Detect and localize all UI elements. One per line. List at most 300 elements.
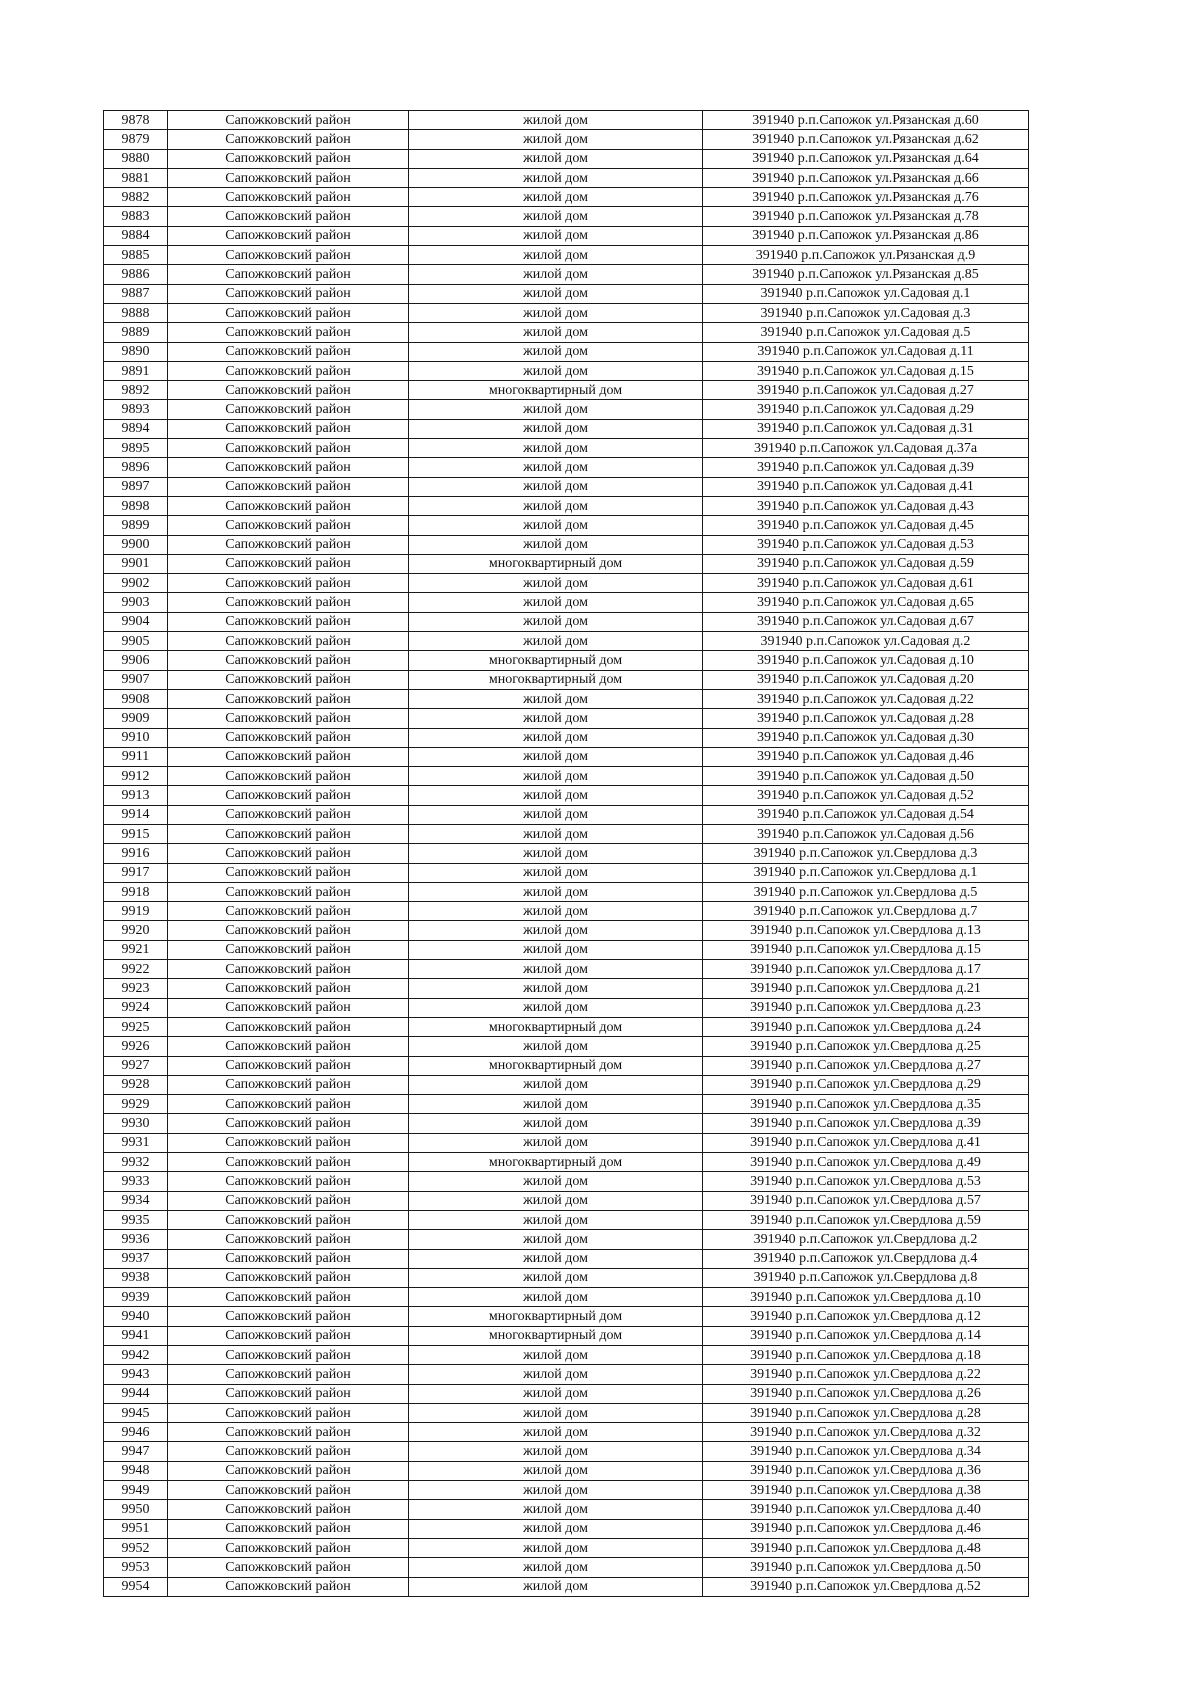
district-cell: Сапожковский район <box>168 1056 409 1075</box>
record-number-cell: 9922 <box>104 960 168 979</box>
record-number-cell: 9949 <box>104 1481 168 1500</box>
record-number-cell: 9894 <box>104 419 168 438</box>
address-cell: 391940 р.п.Сапожок ул.Рязанская д.66 <box>703 168 1029 187</box>
address-cell: 391940 р.п.Сапожок ул.Свердлова д.8 <box>703 1268 1029 1287</box>
district-cell: Сапожковский район <box>168 1075 409 1094</box>
table-row <box>104 458 1029 477</box>
building-type-cell: многоквартирный дом <box>409 1153 703 1172</box>
record-number-cell: 9914 <box>104 805 168 824</box>
record-number-cell: 9932 <box>104 1153 168 1172</box>
table-row <box>104 1577 1029 1596</box>
table-row <box>104 728 1029 747</box>
building-type-cell: жилой дом <box>409 361 703 380</box>
record-number-cell: 9885 <box>104 246 168 265</box>
record-number-cell: 9951 <box>104 1519 168 1538</box>
district-cell: Сапожковский район <box>168 303 409 322</box>
district-cell: Сапожковский район <box>168 1133 409 1152</box>
table-row <box>104 130 1029 149</box>
building-type-cell: жилой дом <box>409 149 703 168</box>
record-number-cell: 9942 <box>104 1346 168 1365</box>
district-cell: Сапожковский район <box>168 612 409 631</box>
address-cell: 391940 р.п.Сапожок ул.Свердлова д.50 <box>703 1558 1029 1577</box>
record-number-cell: 9918 <box>104 882 168 901</box>
table-row <box>104 767 1029 786</box>
address-cell: 391940 р.п.Сапожок ул.Свердлова д.28 <box>703 1403 1029 1422</box>
record-number-cell: 9916 <box>104 844 168 863</box>
record-number-cell: 9926 <box>104 1037 168 1056</box>
building-type-cell: жилой дом <box>409 882 703 901</box>
building-type-cell: жилой дом <box>409 1461 703 1480</box>
record-number-cell: 9929 <box>104 1095 168 1114</box>
address-cell: 391940 р.п.Сапожок ул.Садовая д.10 <box>703 651 1029 670</box>
district-cell: Сапожковский район <box>168 496 409 515</box>
district-cell: Сапожковский район <box>168 477 409 496</box>
address-registry-body <box>104 111 1029 1597</box>
address-cell: 391940 р.п.Сапожок ул.Рязанская д.78 <box>703 207 1029 226</box>
building-type-cell: многоквартирный дом <box>409 554 703 573</box>
building-type-cell: жилой дом <box>409 496 703 515</box>
table-row <box>104 1268 1029 1287</box>
address-cell: 391940 р.п.Сапожок ул.Садовая д.11 <box>703 342 1029 361</box>
address-cell: 391940 р.п.Сапожок ул.Свердлова д.25 <box>703 1037 1029 1056</box>
building-type-cell: жилой дом <box>409 1191 703 1210</box>
address-cell: 391940 р.п.Сапожок ул.Садовая д.46 <box>703 747 1029 766</box>
table-row <box>104 535 1029 554</box>
table-row <box>104 246 1029 265</box>
building-type-cell: жилой дом <box>409 1538 703 1557</box>
table-row <box>104 670 1029 689</box>
address-cell: 391940 р.п.Сапожок ул.Садовая д.1 <box>703 284 1029 303</box>
table-row <box>104 1442 1029 1461</box>
building-type-cell: жилой дом <box>409 1114 703 1133</box>
address-cell: 391940 р.п.Сапожок ул.Садовая д.37а <box>703 439 1029 458</box>
address-cell: 391940 р.п.Сапожок ул.Садовая д.27 <box>703 381 1029 400</box>
record-number-cell: 9953 <box>104 1558 168 1577</box>
table-row <box>104 496 1029 515</box>
address-cell: 391940 р.п.Сапожок ул.Рязанская д.86 <box>703 226 1029 245</box>
building-type-cell: многоквартирный дом <box>409 670 703 689</box>
record-number-cell: 9906 <box>104 651 168 670</box>
building-type-cell: жилой дом <box>409 323 703 342</box>
table-row <box>104 1288 1029 1307</box>
address-registry-table <box>103 110 1029 1597</box>
district-cell: Сапожковский район <box>168 400 409 419</box>
record-number-cell: 9909 <box>104 709 168 728</box>
building-type-cell: жилой дом <box>409 1075 703 1094</box>
address-cell: 391940 р.п.Сапожок ул.Свердлова д.15 <box>703 940 1029 959</box>
table-row <box>104 303 1029 322</box>
district-cell: Сапожковский район <box>168 323 409 342</box>
record-number-cell: 9930 <box>104 1114 168 1133</box>
building-type-cell: жилой дом <box>409 767 703 786</box>
district-cell: Сапожковский район <box>168 1577 409 1596</box>
building-type-cell: жилой дом <box>409 516 703 535</box>
building-type-cell: жилой дом <box>409 1346 703 1365</box>
address-cell: 391940 р.п.Сапожок ул.Садовая д.54 <box>703 805 1029 824</box>
record-number-cell: 9950 <box>104 1500 168 1519</box>
table-row <box>104 921 1029 940</box>
building-type-cell: многоквартирный дом <box>409 1326 703 1345</box>
building-type-cell: жилой дом <box>409 1210 703 1229</box>
record-number-cell: 9899 <box>104 516 168 535</box>
building-type-cell: жилой дом <box>409 1288 703 1307</box>
table-row <box>104 824 1029 843</box>
address-cell: 391940 р.п.Сапожок ул.Свердлова д.40 <box>703 1500 1029 1519</box>
table-row <box>104 1056 1029 1075</box>
building-type-cell: жилой дом <box>409 1230 703 1249</box>
address-cell: 391940 р.п.Сапожок ул.Садовая д.31 <box>703 419 1029 438</box>
address-cell: 391940 р.п.Сапожок ул.Свердлова д.49 <box>703 1153 1029 1172</box>
record-number-cell: 9912 <box>104 767 168 786</box>
building-type-cell: жилой дом <box>409 419 703 438</box>
building-type-cell: жилой дом <box>409 1481 703 1500</box>
address-cell: 391940 р.п.Сапожок ул.Садовая д.43 <box>703 496 1029 515</box>
building-type-cell: жилой дом <box>409 1268 703 1287</box>
address-cell: 391940 р.п.Сапожок ул.Садовая д.56 <box>703 824 1029 843</box>
record-number-cell: 9919 <box>104 902 168 921</box>
table-row <box>104 1326 1029 1345</box>
district-cell: Сапожковский район <box>168 670 409 689</box>
record-number-cell: 9939 <box>104 1288 168 1307</box>
district-cell: Сапожковский район <box>168 960 409 979</box>
address-cell: 391940 р.п.Сапожок ул.Свердлова д.26 <box>703 1384 1029 1403</box>
record-number-cell: 9891 <box>104 361 168 380</box>
address-cell: 391940 р.п.Сапожок ул.Садовая д.52 <box>703 786 1029 805</box>
address-cell: 391940 р.п.Сапожок ул.Садовая д.5 <box>703 323 1029 342</box>
record-number-cell: 9898 <box>104 496 168 515</box>
address-cell: 391940 р.п.Сапожок ул.Свердлова д.18 <box>703 1346 1029 1365</box>
record-number-cell: 9913 <box>104 786 168 805</box>
address-cell: 391940 р.п.Сапожок ул.Свердлова д.35 <box>703 1095 1029 1114</box>
district-cell: Сапожковский район <box>168 111 409 130</box>
record-number-cell: 9943 <box>104 1365 168 1384</box>
building-type-cell: жилой дом <box>409 574 703 593</box>
record-number-cell: 9884 <box>104 226 168 245</box>
table-row <box>104 1153 1029 1172</box>
district-cell: Сапожковский район <box>168 1365 409 1384</box>
building-type-cell: жилой дом <box>409 207 703 226</box>
district-cell: Сапожковский район <box>168 593 409 612</box>
record-number-cell: 9936 <box>104 1230 168 1249</box>
record-number-cell: 9924 <box>104 998 168 1017</box>
table-row <box>104 709 1029 728</box>
table-row <box>104 323 1029 342</box>
building-type-cell: жилой дом <box>409 998 703 1017</box>
building-type-cell: жилой дом <box>409 1403 703 1422</box>
table-row <box>104 111 1029 130</box>
record-number-cell: 9945 <box>104 1403 168 1422</box>
record-number-cell: 9941 <box>104 1326 168 1345</box>
record-number-cell: 9954 <box>104 1577 168 1596</box>
table-row <box>104 574 1029 593</box>
address-cell: 391940 р.п.Сапожок ул.Свердлова д.7 <box>703 902 1029 921</box>
building-type-cell: жилой дом <box>409 902 703 921</box>
building-type-cell: жилой дом <box>409 1249 703 1268</box>
district-cell: Сапожковский район <box>168 265 409 284</box>
address-cell: 391940 р.п.Сапожок ул.Свердлова д.27 <box>703 1056 1029 1075</box>
record-number-cell: 9923 <box>104 979 168 998</box>
district-cell: Сапожковский район <box>168 535 409 554</box>
district-cell: Сапожковский район <box>168 554 409 573</box>
table-row <box>104 400 1029 419</box>
address-cell: 391940 р.п.Сапожок ул.Свердлова д.39 <box>703 1114 1029 1133</box>
table-row <box>104 632 1029 651</box>
district-cell: Сапожковский район <box>168 921 409 940</box>
building-type-cell: жилой дом <box>409 1423 703 1442</box>
table-row <box>104 863 1029 882</box>
address-cell: 391940 р.п.Сапожок ул.Садовая д.2 <box>703 632 1029 651</box>
record-number-cell: 9908 <box>104 689 168 708</box>
table-row <box>104 1423 1029 1442</box>
district-cell: Сапожковский район <box>168 844 409 863</box>
building-type-cell: жилой дом <box>409 246 703 265</box>
district-cell: Сапожковский район <box>168 1268 409 1287</box>
building-type-cell: жилой дом <box>409 1365 703 1384</box>
address-cell: 391940 р.п.Сапожок ул.Свердлова д.38 <box>703 1481 1029 1500</box>
district-cell: Сапожковский район <box>168 979 409 998</box>
table-row <box>104 844 1029 863</box>
address-cell: 391940 р.п.Сапожок ул.Садовая д.29 <box>703 400 1029 419</box>
building-type-cell: жилой дом <box>409 458 703 477</box>
address-cell: 391940 р.п.Сапожок ул.Садовая д.15 <box>703 361 1029 380</box>
address-cell: 391940 р.п.Сапожок ул.Садовая д.30 <box>703 728 1029 747</box>
table-row <box>104 342 1029 361</box>
district-cell: Сапожковский район <box>168 1538 409 1557</box>
table-row <box>104 1538 1029 1557</box>
building-type-cell: жилой дом <box>409 168 703 187</box>
district-cell: Сапожковский район <box>168 1403 409 1422</box>
address-cell: 391940 р.п.Сапожок ул.Свердлова д.17 <box>703 960 1029 979</box>
building-type-cell: жилой дом <box>409 111 703 130</box>
table-row <box>104 651 1029 670</box>
address-cell: 391940 р.п.Сапожок ул.Свердлова д.4 <box>703 1249 1029 1268</box>
building-type-cell: жилой дом <box>409 844 703 863</box>
address-cell: 391940 р.п.Сапожок ул.Садовая д.53 <box>703 535 1029 554</box>
table-row <box>104 168 1029 187</box>
district-cell: Сапожковский район <box>168 689 409 708</box>
building-type-cell: жилой дом <box>409 1558 703 1577</box>
district-cell: Сапожковский район <box>168 1442 409 1461</box>
district-cell: Сапожковский район <box>168 824 409 843</box>
address-cell: 391940 р.п.Сапожок ул.Садовая д.59 <box>703 554 1029 573</box>
building-type-cell: жилой дом <box>409 535 703 554</box>
district-cell: Сапожковский район <box>168 1558 409 1577</box>
table-row <box>104 689 1029 708</box>
building-type-cell: жилой дом <box>409 188 703 207</box>
district-cell: Сапожковский район <box>168 882 409 901</box>
address-cell: 391940 р.п.Сапожок ул.Свердлова д.24 <box>703 1017 1029 1036</box>
district-cell: Сапожковский район <box>168 149 409 168</box>
address-cell: 391940 р.п.Сапожок ул.Свердлова д.5 <box>703 882 1029 901</box>
building-type-cell: жилой дом <box>409 786 703 805</box>
building-type-cell: жилой дом <box>409 728 703 747</box>
district-cell: Сапожковский район <box>168 188 409 207</box>
district-cell: Сапожковский район <box>168 767 409 786</box>
table-row <box>104 516 1029 535</box>
table-row <box>104 1307 1029 1326</box>
record-number-cell: 9902 <box>104 574 168 593</box>
table-row <box>104 960 1029 979</box>
record-number-cell: 9900 <box>104 535 168 554</box>
address-cell: 391940 р.п.Сапожок ул.Свердлова д.3 <box>703 844 1029 863</box>
record-number-cell: 9897 <box>104 477 168 496</box>
record-number-cell: 9903 <box>104 593 168 612</box>
district-cell: Сапожковский район <box>168 1230 409 1249</box>
record-number-cell: 9905 <box>104 632 168 651</box>
record-number-cell: 9883 <box>104 207 168 226</box>
building-type-cell: жилой дом <box>409 593 703 612</box>
table-row <box>104 1075 1029 1094</box>
district-cell: Сапожковский район <box>168 342 409 361</box>
address-cell: 391940 р.п.Сапожок ул.Свердлова д.23 <box>703 998 1029 1017</box>
building-type-cell: многоквартирный дом <box>409 1056 703 1075</box>
record-number-cell: 9893 <box>104 400 168 419</box>
address-cell: 391940 р.п.Сапожок ул.Садовая д.20 <box>703 670 1029 689</box>
address-cell: 391940 р.п.Сапожок ул.Садовая д.28 <box>703 709 1029 728</box>
record-number-cell: 9921 <box>104 940 168 959</box>
record-number-cell: 9938 <box>104 1268 168 1287</box>
address-cell: 391940 р.п.Сапожок ул.Рязанская д.62 <box>703 130 1029 149</box>
table-row <box>104 1346 1029 1365</box>
district-cell: Сапожковский район <box>168 1249 409 1268</box>
district-cell: Сапожковский район <box>168 786 409 805</box>
table-row <box>104 902 1029 921</box>
record-number-cell: 9948 <box>104 1461 168 1480</box>
address-cell: 391940 р.п.Сапожок ул.Свердлова д.36 <box>703 1461 1029 1480</box>
district-cell: Сапожковский район <box>168 709 409 728</box>
building-type-cell: жилой дом <box>409 747 703 766</box>
address-cell: 391940 р.п.Сапожок ул.Садовая д.50 <box>703 767 1029 786</box>
table-row <box>104 612 1029 631</box>
table-row <box>104 1461 1029 1480</box>
record-number-cell: 9895 <box>104 439 168 458</box>
district-cell: Сапожковский район <box>168 207 409 226</box>
record-number-cell: 9931 <box>104 1133 168 1152</box>
building-type-cell: жилой дом <box>409 979 703 998</box>
table-row <box>104 747 1029 766</box>
address-cell: 391940 р.п.Сапожок ул.Свердлова д.10 <box>703 1288 1029 1307</box>
record-number-cell: 9937 <box>104 1249 168 1268</box>
building-type-cell: жилой дом <box>409 921 703 940</box>
district-cell: Сапожковский район <box>168 863 409 882</box>
address-cell: 391940 р.п.Сапожок ул.Свердлова д.1 <box>703 863 1029 882</box>
address-cell: 391940 р.п.Сапожок ул.Свердлова д.32 <box>703 1423 1029 1442</box>
district-cell: Сапожковский район <box>168 1519 409 1538</box>
building-type-cell: жилой дом <box>409 284 703 303</box>
table-row <box>104 149 1029 168</box>
address-cell: 391940 р.п.Сапожок ул.Свердлова д.21 <box>703 979 1029 998</box>
record-number-cell: 9920 <box>104 921 168 940</box>
building-type-cell: жилой дом <box>409 1095 703 1114</box>
address-cell: 391940 р.п.Сапожок ул.Свердлова д.53 <box>703 1172 1029 1191</box>
table-row <box>104 1365 1029 1384</box>
district-cell: Сапожковский район <box>168 419 409 438</box>
record-number-cell: 9928 <box>104 1075 168 1094</box>
district-cell: Сапожковский район <box>168 902 409 921</box>
record-number-cell: 9890 <box>104 342 168 361</box>
address-cell: 391940 р.п.Сапожок ул.Садовая д.39 <box>703 458 1029 477</box>
table-row <box>104 1210 1029 1229</box>
address-cell: 391940 р.п.Сапожок ул.Свердлова д.59 <box>703 1210 1029 1229</box>
district-cell: Сапожковский район <box>168 246 409 265</box>
record-number-cell: 9944 <box>104 1384 168 1403</box>
table-row <box>104 188 1029 207</box>
building-type-cell: жилой дом <box>409 342 703 361</box>
district-cell: Сапожковский район <box>168 1500 409 1519</box>
record-number-cell: 9882 <box>104 188 168 207</box>
building-type-cell: жилой дом <box>409 940 703 959</box>
district-cell: Сапожковский район <box>168 1346 409 1365</box>
table-row <box>104 361 1029 380</box>
address-cell: 391940 р.п.Сапожок ул.Рязанская д.85 <box>703 265 1029 284</box>
table-row <box>104 786 1029 805</box>
address-cell: 391940 р.п.Сапожок ул.Свердлова д.14 <box>703 1326 1029 1345</box>
record-number-cell: 9888 <box>104 303 168 322</box>
record-number-cell: 9927 <box>104 1056 168 1075</box>
table-row <box>104 284 1029 303</box>
district-cell: Сапожковский район <box>168 574 409 593</box>
district-cell: Сапожковский район <box>168 1191 409 1210</box>
address-cell: 391940 р.п.Сапожок ул.Садовая д.22 <box>703 689 1029 708</box>
district-cell: Сапожковский район <box>168 1153 409 1172</box>
table-row <box>104 593 1029 612</box>
table-row <box>104 1172 1029 1191</box>
record-number-cell: 9915 <box>104 824 168 843</box>
district-cell: Сапожковский район <box>168 998 409 1017</box>
building-type-cell: жилой дом <box>409 1519 703 1538</box>
record-number-cell: 9889 <box>104 323 168 342</box>
address-cell: 391940 р.п.Сапожок ул.Рязанская д.64 <box>703 149 1029 168</box>
table-row <box>104 805 1029 824</box>
table-row <box>104 554 1029 573</box>
building-type-cell: жилой дом <box>409 400 703 419</box>
address-cell: 391940 р.п.Сапожок ул.Свердлова д.29 <box>703 1075 1029 1094</box>
table-row <box>104 1558 1029 1577</box>
table-row <box>104 1500 1029 1519</box>
table-row <box>104 1095 1029 1114</box>
address-cell: 391940 р.п.Сапожок ул.Садовая д.45 <box>703 516 1029 535</box>
table-row <box>104 477 1029 496</box>
building-type-cell: жилой дом <box>409 863 703 882</box>
table-row <box>104 1037 1029 1056</box>
building-type-cell: жилой дом <box>409 805 703 824</box>
district-cell: Сапожковский район <box>168 130 409 149</box>
table-row <box>104 439 1029 458</box>
building-type-cell: жилой дом <box>409 1442 703 1461</box>
table-row <box>104 1191 1029 1210</box>
address-cell: 391940 р.п.Сапожок ул.Садовая д.67 <box>703 612 1029 631</box>
table-row <box>104 1133 1029 1152</box>
record-number-cell: 9946 <box>104 1423 168 1442</box>
record-number-cell: 9887 <box>104 284 168 303</box>
district-cell: Сапожковский район <box>168 940 409 959</box>
address-cell: 391940 р.п.Сапожок ул.Рязанская д.76 <box>703 188 1029 207</box>
district-cell: Сапожковский район <box>168 632 409 651</box>
table-row <box>104 207 1029 226</box>
building-type-cell: жилой дом <box>409 1172 703 1191</box>
address-cell: 391940 р.п.Сапожок ул.Свердлова д.41 <box>703 1133 1029 1152</box>
address-cell: 391940 р.п.Сапожок ул.Рязанская д.60 <box>703 111 1029 130</box>
record-number-cell: 9933 <box>104 1172 168 1191</box>
address-cell: 391940 р.п.Сапожок ул.Свердлова д.13 <box>703 921 1029 940</box>
table-row <box>104 882 1029 901</box>
address-cell: 391940 р.п.Сапожок ул.Свердлова д.48 <box>703 1538 1029 1557</box>
building-type-cell: жилой дом <box>409 130 703 149</box>
record-number-cell: 9940 <box>104 1307 168 1326</box>
table-row <box>104 1384 1029 1403</box>
record-number-cell: 9947 <box>104 1442 168 1461</box>
district-cell: Сапожковский район <box>168 1095 409 1114</box>
